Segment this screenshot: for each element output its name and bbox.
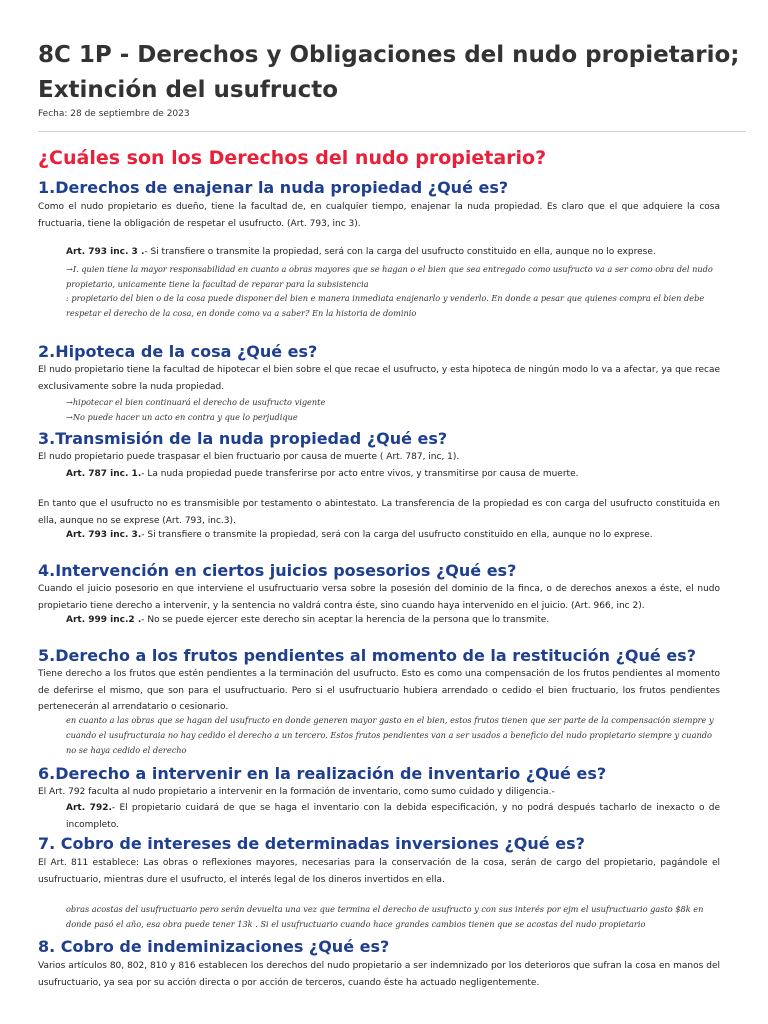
section-8-heading: 8. Cobro de indeminizaciones ¿Qué es?	[38, 937, 390, 956]
section-1-heading: 1.Derechos de enajenar la nuda propiedad ¿Qué es?	[38, 178, 509, 197]
article-reference: Art. 792.	[66, 803, 112, 813]
page-title: 8C 1P - Derechos y Obligaciones del nudo propietario; Extinción del usufructo	[38, 42, 740, 103]
section-2-handwritten-note-1: →hipotecar el bien continuará el derecho de usufructo vigente	[66, 397, 326, 407]
section-1-text: Como el nudo propietario es dueño, tiene la facultad de, en cualquier tiempo, enajenar la nuda propiedad. Es claro que el que adquiere la cosa fructuaria, tiene la obligación de respetar el usufructo. (Art. 793, inc 3).	[38, 202, 720, 229]
section-4-text: Cuando el juicio posesorio en que interviene el usufructuario versa sobre la posesión del dominio de la finca, o de derechos anexos a éste, el nudo propietario tiene derecho a intervenir, y la sentencia no valdrá contra éste, sino cuando haya intervenido en el juicio. (Art. 966, inc 2).	[38, 584, 720, 611]
section-4-heading: 4.Intervención en ciertos juicios posesorios ¿Qué es?	[38, 561, 517, 580]
section-3-text: El nudo propietario puede traspasar el bien fructuario por causa de muerte ( Art. 787, inc, 1).	[38, 452, 460, 462]
section-1-article	[66, 244, 720, 261]
section-7-text: El Art. 811 establece: Las obras o reflexiones mayores, necesarias para la conservación de la cosa, serán de cargo del propietario, pagándole el usufructuario, mientras dure el usufructo, el interés legal de los dineros invertidos en ella.	[38, 858, 720, 885]
section-3-text-2: En tanto que el usufructo no es transmisible por testamento o abintestato. La transferencia de la propiedad es con carga del usufructo constituida en ella, aunque no se exprese (Art. 793, inc.3).	[38, 499, 720, 526]
section-2-heading: 2.Hipoteca de la cosa ¿Qué es?	[38, 342, 318, 361]
article-text: - La nuda propiedad puede transferirse por acto entre vivos, y transmitirse por causa de muerte.	[141, 469, 579, 479]
section-3-article-1	[66, 466, 720, 483]
section-3-heading: 3.Transmisión de la nuda propiedad ¿Qué es?	[38, 429, 448, 448]
article-reference: Art. 793 inc. 3.	[66, 530, 142, 540]
article-reference: Art. 787 inc. 1.	[66, 469, 142, 479]
section-5-heading: 5.Derecho a los frutos pendientes al momento de la restitución ¿Qué es?	[38, 646, 696, 665]
section-7-handwritten-note: obras acostas del usufructuario pero serán devuelta una vez que termina el derecho de usufructo y con sus interés por ejm el usufructuario gasto $8k en donde pasó el año, esa obra puede tener 13k . Si el usufructuario cuando hace grandes cambios tienen que se acostas del nudo propietario	[66, 904, 704, 929]
header-divider	[38, 131, 746, 132]
section-8-text: Varios artículos 80, 802, 810 y 816 establecen los derechos del nudo propietario a ser indemnizado por los deterioros que sufran la cosa en manos del usufructuario, ya sea por su acción directa o por acción de terceros, cuando éste ha actuado negligentemente.	[38, 961, 720, 988]
section-4-article	[66, 612, 720, 629]
section-5-text: Tiene derecho a los frutos que estén pendientes a la terminación del usufructo. Esto es como una compensación de los frutos pendientes al momento de deferirse el mismo, que son para el usufructuario. Pero si el usufructuario hubiera arrendado o cedido el bien fructuario, los frutos pendientes pertenecerán al arrendatario o cesionario.	[38, 669, 720, 712]
section-1-handwritten-note-1: →I. quien tiene la mayor responsabilidad en cuanto a obras mayores que se hagan o el bien que sea entregado como usufructo va a ser como obra del nudo propietario, unicamente tiene la facultad de reparar para la subsistencia	[66, 264, 713, 289]
section-2-text: El nudo propietario tiene la facultad de hipotecar el bien sobre el que recae el usufructo, y esta hipoteca de ningún modo lo va a afectar, ya que recae exclusivamente sobre la nuda propiedad.	[38, 365, 720, 392]
section-7-heading: 7. Cobro de intereses de determinadas inversiones ¿Qué es?	[38, 834, 585, 853]
article-text: - Si transfiere o transmite la propiedad, será con la carga del usufructo constituido en ella, aunque no lo exprese.	[141, 530, 653, 540]
section-2-handwritten-note-2: →No puede hacer un acto en contra y que lo perjudique	[66, 412, 298, 422]
section-6-heading: 6.Derecho a intervenir en la realización de inventario ¿Qué es?	[38, 764, 607, 783]
section-6-article	[66, 800, 720, 833]
section-1-handwritten-note-2: : propietario del bien o de la cosa puede disponer del bien e manera inmediata enajenarlo y venderlo. En donde a pesar que quienes compra el bien debe respetar el derecho de la cosa, en donde como va a saber? En la historia de dominio	[66, 293, 705, 318]
article-text: - Si transfiere o transmite la propiedad, será con la carga del usufructo constituido en ella, aunque no lo exprese.	[144, 247, 656, 257]
article-reference: Art. 793 inc. 3 .	[66, 247, 145, 257]
document-date: Fecha: 28 de septiembre de 2023	[38, 109, 190, 119]
section-6-text: El Art. 792 faculta al nudo propietario a intervenir en la formación de inventario, como sumo cuidado y diligencia.-	[38, 787, 555, 797]
article-text: - El propietario cuidará de que se haga el inventario con la debida especificación, y no podrá después tacharlo de inexacto o de incompleto.	[66, 803, 720, 830]
article-text: - No se puede ejercer este derecho sin aceptar la herencia de la persona que lo transmite.	[141, 615, 550, 625]
section-3-article-2	[66, 527, 720, 544]
section-5-handwritten-note: en cuanto a las obras que se hagan del usufructo en donde generen mayor gasto en el bien, estos frutos tienen que ser parte de la compensación siempre y cuando el usufructuraia no hay cedido el derecho a un tercero. Estos frutos pendientes van a ser usados a beneficio del nudo propietario siempre y cuando no se haya cedido el derecho	[66, 715, 714, 755]
main-question-heading: ¿Cuáles son los Derechos del nudo propietario?	[38, 147, 547, 169]
article-reference: Art. 999 inc.2 .	[66, 615, 142, 625]
